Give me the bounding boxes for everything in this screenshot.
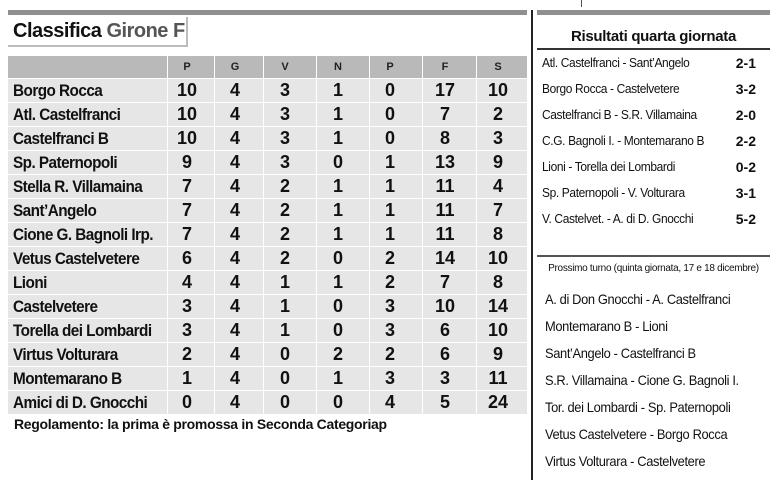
result-score: 2-2 — [735, 133, 756, 149]
fixture-item: Sant’Angelo - Castelfranci B — [545, 345, 696, 361]
team-goals-against: 7 — [492, 200, 503, 220]
team-won: 2 — [279, 224, 290, 244]
team-lost: 1 — [384, 152, 395, 172]
team-lost: 2 — [384, 248, 395, 268]
team-points: 6 — [181, 248, 192, 268]
result-match: V. Castelvet. - A. di D. Gnocchi — [542, 211, 694, 226]
team-goals-against: 2 — [492, 104, 503, 124]
team-points: 10 — [176, 128, 198, 148]
result-row — [542, 50, 762, 76]
team-points: 4 — [181, 272, 192, 292]
team-lost: 1 — [384, 224, 395, 244]
team-name: Stella R. Villamaina — [13, 177, 143, 196]
team-points: 1 — [181, 368, 192, 388]
team-points: 3 — [181, 296, 192, 316]
rules-note: Regolamento: la prima è promossa in Seconda Categoriap — [14, 416, 387, 432]
header-goals-against: S — [494, 61, 502, 73]
team-won: 3 — [279, 128, 290, 148]
team-drawn: 1 — [332, 176, 343, 196]
team-won: 2 — [279, 176, 290, 196]
table-row — [8, 127, 527, 150]
team-goals-for: 7 — [439, 272, 450, 292]
team-goals-against: 3 — [492, 128, 503, 148]
table-row — [8, 295, 527, 318]
page-title-main: Classifica — [13, 20, 102, 42]
team-played: 4 — [229, 392, 240, 412]
team-drawn: 2 — [332, 344, 343, 364]
team-goals-against: 8 — [492, 224, 503, 244]
standings-header-row — [8, 56, 527, 78]
team-played: 4 — [229, 368, 240, 388]
column-separator — [263, 56, 264, 415]
fixture-item: S.R. Villamaina - Cione G. Bagnoli I. — [545, 372, 739, 388]
header-won: V — [281, 61, 289, 73]
fixture-item: Vetus Castelvetere - Borgo Rocca — [545, 426, 728, 442]
team-name: Sp. Paternopoli — [13, 153, 118, 172]
page-title — [13, 20, 185, 43]
team-goals-for: 7 — [439, 104, 450, 124]
column-separator — [369, 56, 370, 415]
team-lost: 4 — [384, 392, 395, 412]
team-played: 4 — [229, 224, 240, 244]
table-row — [8, 223, 527, 246]
team-won: 1 — [279, 272, 290, 292]
team-won: 0 — [279, 368, 290, 388]
team-points: 7 — [181, 200, 192, 220]
team-goals-for: 17 — [434, 80, 456, 100]
team-goals-for: 14 — [434, 248, 456, 268]
team-drawn: 1 — [332, 224, 343, 244]
team-goals-against: 4 — [492, 176, 503, 196]
team-drawn: 0 — [332, 152, 343, 172]
result-match: Borgo Rocca - Castelvetere — [542, 81, 680, 96]
header-drawn: N — [334, 61, 342, 73]
result-row — [542, 102, 762, 128]
table-row — [8, 271, 527, 294]
column-separator — [167, 56, 168, 415]
table-row — [8, 247, 527, 270]
result-score: 5-2 — [735, 211, 756, 227]
column-separator — [214, 56, 215, 415]
team-lost: 3 — [384, 296, 395, 316]
result-score: 2-0 — [735, 107, 756, 123]
team-name: Virtus Volturara — [13, 345, 118, 364]
result-score: 3-1 — [735, 185, 756, 201]
team-drawn: 1 — [332, 128, 343, 148]
top-tick-mark — [581, 0, 582, 7]
team-name: Torella dei Lombardi — [13, 321, 152, 340]
result-match: Atl. Castelfranci - Sant’Angelo — [542, 55, 690, 70]
team-drawn: 0 — [332, 248, 343, 268]
table-row — [8, 199, 527, 222]
team-name: Sant’Angelo — [13, 201, 97, 220]
column-separator — [476, 56, 477, 415]
team-drawn: 1 — [332, 200, 343, 220]
team-drawn: 0 — [332, 392, 343, 412]
table-row — [8, 103, 527, 126]
team-goals-against: 10 — [487, 320, 509, 340]
team-name: Montemarano B — [13, 369, 122, 388]
team-lost: 0 — [384, 104, 395, 124]
result-match: Sp. Paternopoli - V. Volturara — [542, 185, 685, 200]
team-goals-for: 6 — [439, 320, 450, 340]
team-points: 10 — [176, 80, 198, 100]
team-won: 0 — [279, 392, 290, 412]
team-played: 4 — [229, 272, 240, 292]
team-name: Vetus Castelvetere — [13, 249, 140, 268]
result-row — [542, 206, 762, 232]
next-round-separator — [537, 255, 770, 257]
result-row — [542, 76, 762, 102]
team-goals-for: 3 — [439, 368, 450, 388]
team-points: 2 — [181, 344, 192, 364]
column-separator — [316, 56, 317, 415]
table-row — [8, 175, 527, 198]
page-title-group: Girone F — [106, 20, 185, 42]
team-lost: 0 — [384, 80, 395, 100]
results-top-rule — [537, 10, 770, 15]
table-row — [8, 151, 527, 174]
table-row — [8, 319, 527, 342]
team-points: 0 — [181, 392, 192, 412]
team-goals-for: 5 — [439, 392, 450, 412]
team-played: 4 — [229, 200, 240, 220]
fixture-item: Virtus Volturara - Castelvetere — [545, 453, 706, 469]
header-lost: P — [386, 61, 394, 73]
result-row — [542, 128, 762, 154]
team-lost: 1 — [384, 200, 395, 220]
standings-top-rule — [8, 10, 527, 15]
team-played: 4 — [229, 128, 240, 148]
team-goals-against: 14 — [487, 296, 509, 316]
team-drawn: 1 — [332, 272, 343, 292]
team-goals-against: 10 — [487, 80, 509, 100]
result-row — [542, 180, 762, 206]
team-points: 10 — [176, 104, 198, 124]
team-name: Amici di D. Gnocchi — [13, 393, 148, 412]
team-played: 4 — [229, 176, 240, 196]
team-goals-against: 9 — [492, 344, 503, 364]
team-played: 4 — [229, 320, 240, 340]
result-score: 0-2 — [735, 159, 756, 175]
result-match: Castelfranci B - S.R. Villamaina — [542, 107, 697, 122]
team-played: 4 — [229, 80, 240, 100]
result-score: 2-1 — [735, 55, 756, 71]
column-divider — [531, 10, 533, 480]
team-won: 3 — [279, 104, 290, 124]
team-points: 9 — [181, 152, 192, 172]
team-goals-for: 10 — [434, 296, 456, 316]
team-lost: 3 — [384, 320, 395, 340]
team-lost: 2 — [384, 344, 395, 364]
team-won: 2 — [279, 200, 290, 220]
team-played: 4 — [229, 152, 240, 172]
table-row — [8, 367, 527, 390]
team-name: Castelvetere — [13, 297, 98, 316]
team-played: 4 — [229, 248, 240, 268]
result-match: Lioni - Torella dei Lombardi — [542, 159, 676, 174]
result-row — [542, 154, 762, 180]
team-lost: 1 — [384, 176, 395, 196]
team-points: 7 — [181, 224, 192, 244]
team-goals-against: 9 — [492, 152, 503, 172]
table-row — [8, 391, 527, 414]
team-won: 1 — [279, 296, 290, 316]
team-name: Lioni — [13, 273, 47, 292]
result-match: C.G. Bagnoli I. - Montemarano B — [542, 133, 705, 148]
team-goals-for: 11 — [435, 200, 455, 220]
result-score: 3-2 — [735, 81, 756, 97]
column-separator — [422, 56, 423, 415]
team-goals-for: 11 — [435, 176, 455, 196]
team-drawn: 0 — [332, 296, 343, 316]
fixture-item: A. di Don Gnocchi - A. Castelfranci — [545, 291, 731, 307]
team-played: 4 — [229, 104, 240, 124]
team-won: 3 — [279, 152, 290, 172]
table-row — [8, 79, 527, 102]
team-goals-against: 24 — [487, 392, 509, 412]
team-goals-against: 10 — [487, 248, 509, 268]
team-lost: 2 — [384, 272, 395, 292]
standings-title-box — [8, 17, 188, 47]
team-won: 0 — [279, 344, 290, 364]
team-lost: 3 — [384, 368, 395, 388]
fixture-item: Tor. dei Lombardi - Sp. Paternopoli — [545, 399, 731, 415]
team-points: 3 — [181, 320, 192, 340]
team-goals-for: 6 — [439, 344, 450, 364]
team-drawn: 1 — [332, 80, 343, 100]
team-drawn: 1 — [332, 104, 343, 124]
team-goals-for: 8 — [439, 128, 450, 148]
team-drawn: 0 — [332, 320, 343, 340]
next-round-title: Prossimo turno (quinta giornata, 17 e 18 dicembre) — [548, 263, 759, 274]
team-points: 7 — [181, 176, 192, 196]
team-goals-for: 11 — [435, 224, 455, 244]
table-row — [8, 343, 527, 366]
team-won: 3 — [279, 80, 290, 100]
team-won: 2 — [279, 248, 290, 268]
team-name: Borgo Rocca — [13, 81, 103, 100]
team-drawn: 1 — [332, 368, 343, 388]
fixture-item: Montemarano B - Lioni — [545, 318, 668, 334]
team-played: 4 — [229, 344, 240, 364]
team-name: Castelfranci B — [13, 129, 109, 148]
header-goals-for: F — [441, 61, 449, 73]
header-points: P — [183, 61, 191, 73]
results-title: Risultati quarta giornata — [570, 28, 737, 45]
team-name: Cione G. Bagnoli Irp. — [13, 225, 153, 244]
team-won: 1 — [279, 320, 290, 340]
team-goals-for: 13 — [434, 152, 456, 172]
team-goals-against: 11 — [488, 368, 508, 388]
team-played: 4 — [229, 296, 240, 316]
team-name: Atl. Castelfranci — [13, 105, 121, 124]
team-goals-against: 8 — [492, 272, 503, 292]
team-lost: 0 — [384, 128, 395, 148]
header-played: G — [230, 61, 240, 73]
